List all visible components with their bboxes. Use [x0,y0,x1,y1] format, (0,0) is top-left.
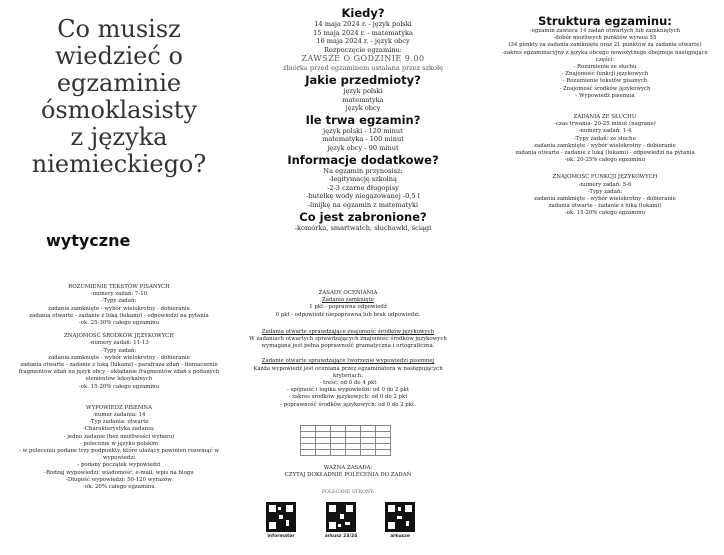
wytyczne-heading: wytyczne [46,231,131,250]
sluch-line: zadania zamknięte - wybór wielokrotny - dobieranie [534,142,676,149]
kiedy-line: Rozpoczęcie egzaminu: [323,45,403,54]
ocenianie-line: 1 pkt - poprawna odpowiedź [309,304,387,311]
czas-line: język obcy - 90 minut [327,143,399,152]
qr-label: informator [267,534,295,539]
info-line: -butelkę wody niegazowanej -0,5 l [306,192,420,201]
funkcje-line: zadania otwarte - zadanie z luką (lukami) [548,203,662,210]
srodki-line: fragmentów zdań na język obcy - układanie fragmentów zdań z podanych [18,369,220,376]
pisane-line: zadania zamknięte - wybór wielokrotny - dobieranie [48,305,190,312]
srodki-line: zadania otwarte - zadanie z luką (lukami) - parafraza zdań - tłumaczenie [20,362,218,369]
srodki-line: -numery zadań: 11-13 [89,340,149,347]
title-line: niemieckiego? [31,150,207,178]
sluch-line: -czas trwania- 20-25 minut (nagrane) [554,121,656,128]
funkcje-line: -Typy zadań: [587,188,623,195]
przedmioty-line: język polski [343,86,383,95]
info-line: -legitymację szkolną [329,175,397,184]
sluch-line: -ok. 20-25% całego egzaminu [564,157,646,164]
right-column [500,14,710,218]
srodki-line: -ok. 15-20% całego egzaminu [78,383,160,390]
pisane-line: zadania otwarte - zadanie z luką (lukami) - odpowiedzi na pytania [29,312,209,319]
funkcje-heading: ZNAJOMOŚĆ FUNKCJI JĘZYKOWYCH [552,174,658,181]
struktura-line: części: [595,56,615,63]
struktura-line: -egzamin zawiera 14 zadań otwartych lub zamkniętych [529,28,681,34]
srodki-heading: ZNAJOMOŚĆ ŚRODKÓW JĘZYKOWYCH [64,333,174,340]
przedmioty-line: język obcy [345,104,381,113]
srodki-line: elementów leksykalnych [85,376,153,383]
kiedy-line: zbiórka przed egzaminem ustalana przez szkołę [282,64,444,73]
funkcje-line: -ok. 15-20% całego egzaminu [564,210,646,217]
title-line: Co musisz [57,15,181,43]
struktura-heading: Struktura egzaminu: [538,14,672,28]
sluch-heading: ZADANIA ZE SŁUCHU [573,114,637,121]
title-line: egzaminie [56,69,182,97]
ocenianie-line: 0 pkt - odpowiedź niepoprawna lub brak odpowiedzi. [275,311,421,318]
czas-heading: Ile trwa egzamin? [305,112,421,127]
przedmioty-line: matematyka [342,95,384,104]
czas-line: język polski - 120 minut [323,126,403,135]
ocenianie-heading: ZASADY OCENIANIA [318,290,378,296]
kiedy-line: 14 maja 2024 r. - język polski [314,20,412,28]
info-line: Na egzamin przynosisz: [323,166,403,175]
pisane-line: -ok. 25-30% całego egzaminu [78,320,160,327]
struktura-line: - Znajomość funkcji językowych [561,71,649,78]
struktura-line: - Wypowiedź pisemna [575,92,635,99]
sluch-line: zadania otwarte - zadanie z luką (lukami) - odpowiedzi na pytania [515,150,695,157]
wypowiedz-line: - polecenie w języku polskim [79,440,159,447]
pisane-line: -numery zadań: 7-10 [90,291,148,298]
zabronione-line: -komórka, smartwatch, słuchawki, ściągi [294,223,432,232]
qr-code-arkusze[interactable] [385,502,415,532]
kiedy-line: 15 maja 2024 r. - matematyka [313,28,413,37]
kiedy-line: 16 maja 2024 r. - język obcy [316,37,410,46]
srodki-line: -Typy zadań: [101,347,137,354]
wypowiedz-line: -Charakterystyka zadania: [83,426,155,433]
polecane-heading [298,490,398,496]
qr-label: arkusze [390,534,410,539]
wazna-section [268,465,428,479]
funkcje-line: zadania zamknięte - wybór wielokrotny - dobieranie [534,196,676,203]
qr-label: arkusz 23/24 [324,534,358,539]
struktura-line: -zakres egzaminacyjny z języka obcego nowożytnego obejmuje następujące [502,49,708,56]
title-line: ósmoklasisty [40,96,197,124]
przedmioty-heading: Jakie przedmioty? [305,72,421,87]
sluch-line: -Typy zadań: ze słuchu [574,135,636,142]
qr-code-informator[interactable] [266,502,296,532]
ocenianie-line: kryteriach: [332,372,364,379]
sluch-line: -numery zadań: 1-4 [578,128,632,135]
wypowiedz-line: -Rodzaj wypowiedzi: wiadomość, e-mail, wpis na blogu [44,469,194,476]
polecane-text: POLECANE STRONY: [321,490,375,495]
wypowiedz-line: -Typ zadania: otwarte [89,419,149,426]
pisane-heading: ROZUMIENIE TEKSTÓW PISANYCH [68,284,170,290]
title-line: z języka [70,123,168,151]
ocenianie-line: Każda wypowiedź jest oceniana przez egzaminatora w następujących [253,365,443,372]
struktura-line: -dobór możliwych punktów wynosi 55 [553,35,657,42]
page-title [14,16,224,178]
wazna-line: WAŻNA ZASADA: [323,465,373,471]
ocenianie-line: - spójność i logika wypowiedzi: od 0 do 2 pkt [286,387,410,394]
funkcje-line: -numery zadań: 5-6 [578,181,632,188]
wazna-line: CZYTAJ DOKŁADNIE POLECENIA DO ZADAŃ [284,472,412,479]
ocenianie-line: W zadaniach otwartych sprawdzających znajomość środków językowych [249,336,447,343]
wypowiedz-heading: WYPOWIEDŹ PISEMNA [85,404,153,411]
wypowiedz-line: -numer zadania: 14 [92,412,146,419]
wypowiedz-line: - w poleceniu podane trzy podpunkty, które ułażący powinien rozwinąć w [19,448,219,455]
srodki-line: zadania zamknięte - wybór wielokrotny - dobieranie [48,354,190,361]
info-heading: Informacje dodatkowe? [287,152,439,167]
ocenianie-line: - poprawność środków językowych: od 0 do 2 pkt. [280,401,416,408]
ocenianie-line: - zakres środków językowych: od 0 do 2 pkt [288,394,408,401]
wypowiedz-line: - jedno zadanie (bez możliwości wyboru) [63,433,175,440]
ocenianie-sub: Zadania zamknięte [322,297,374,304]
ocenianie-line: wymagana jest pełna poprawność gramatyczna i ortograficzna. [261,343,435,350]
wypowiedz-line: -Długość wypowiedzi: 50-120 wyrazów [66,476,172,483]
zabronione-heading: Co jest zabronione? [299,209,427,224]
center-top-column [258,6,468,232]
info-line: -linijkę na egzamin z matematyki [307,200,419,209]
wypowiedz-line: - podany początek wypowiedzi [77,462,161,469]
pisane-line: -Typy zadań: [101,298,137,305]
ocenianie-line: - treść: od 0 do 4 pkt [319,380,377,387]
struktura-line: (34 punkty za zadania zamknięte oraz 21 punktów za zadania otwarte) [508,42,702,49]
kiedy-line: ZAWSZE O GODZINIE 9.00 [301,54,425,64]
struktura-line: - Rozumienie ze słuchu [573,64,637,71]
grading-table [300,425,391,456]
qr-code-arkusz[interactable] [326,502,356,532]
ocenianie-section [248,290,448,409]
ocenianie-sub: Zadanie otwarte sprawdzające tworzenie wypowiedzi pisemnej [261,358,435,365]
ocenianie-sub: Zadania otwarte sprawdzające znajomość środków językowych [261,328,435,335]
struktura-line: - Znajomość środków językowych [559,85,651,92]
info-line: -2-3 czarne długopisy [327,183,399,192]
title-line: wiedzieć o [55,42,183,70]
struktura-line: - Rozumienie tekstów pisanych [562,78,648,85]
wypowiedz-line: -ok. 20% całego egzaminu [83,484,155,491]
czas-line: matematyka - 100 minut [322,135,404,144]
wypowiedz-line: wypowiedzi [103,455,135,462]
kiedy-heading: Kiedy? [341,6,385,20]
left-bottom-column [4,284,234,491]
